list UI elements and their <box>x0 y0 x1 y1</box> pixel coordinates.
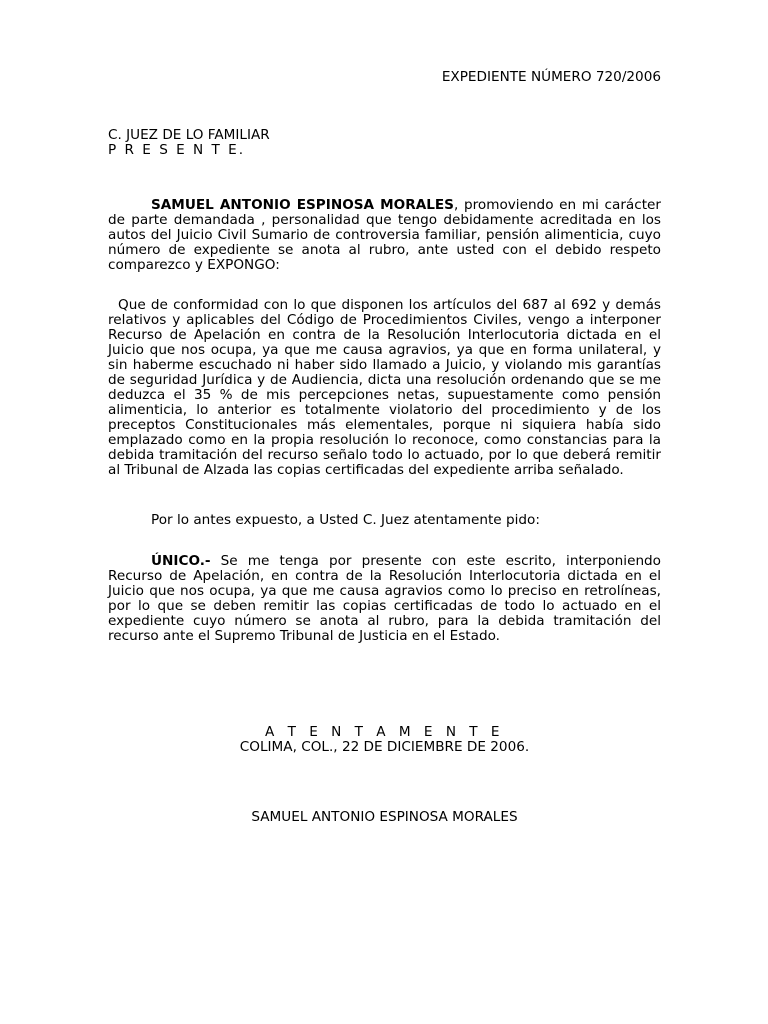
petitioner-name: SAMUEL ANTONIO ESPINOSA MORALES <box>151 197 454 213</box>
addressee-judge: C. JUEZ DE LO FAMILIAR <box>108 127 270 143</box>
paragraph-request-lead: Por lo antes expuesto, a Usted C. Juez atentamente pido: <box>151 512 540 528</box>
closing-atentamente: A T E N T A M E N T E <box>264 724 505 740</box>
introduction-text: , promoviendo en mi carácter de parte demandada , personalidad que tengo debidamente acreditada en los autos del Juicio Civil Sumario de controversia familiar, pensión alimenticia, cuyo número de expediente se anota al rubro, ante usted con el debido respeto comparezco y EXPONGO: <box>108 197 662 273</box>
addressee-presente: P R E S E N T E. <box>108 142 246 158</box>
document-page <box>108 0 661 1024</box>
paragraph-grounds: Que de conformidad con lo que disponen los artículos del 687 al 692 y demás relativos y aplicables del Código de Procedimientos Civiles, vengo a interponer Recurso de Apelación en contra de la Resolución Interlocutoria dictada en el Juicio que nos ocupa, ya que me causa agravios, ya que en forma unilateral, y sin haberme escuchado ni haber sido llamado a Juicio, y violando mis garantías de seguridad Jurídica y de Audiencia, dicta una resolución ordenando que se me deduzca el 35 % de mis percepciones netas, supuestamente como pensión alimenticia, lo anterior es totalmente violatorio del procedimiento y de los preceptos Constitucionales más elementales, porque ni siquiera había sido emplazado como en la propia resolución lo reconoce, como constancias para la debida tramitación del recurso señalo todo lo actuado, por lo que deberá remitir al Tribunal de Alzada las copias certificadas del expediente arriba señalado. <box>108 297 661 478</box>
paragraph-unico <box>108 554 661 644</box>
signature-name: SAMUEL ANTONIO ESPINOSA MORALES <box>251 809 518 825</box>
paragraph-introduction <box>108 198 661 273</box>
unico-label: ÚNICO.- <box>151 553 211 569</box>
closing-place-date: COLIMA, COL., 22 DE DICIEMBRE DE 2006. <box>239 739 530 755</box>
unico-text: Se me tenga por presente con este escrito, interponiendo Recurso de Apelación, en contra de la Resolución Interlocutoria dictada en el Juicio que nos ocupa, ya que me causa agravios como lo preciso en retrolíneas, por lo que se deben remitir las copias certificadas de todo lo actuado en el expediente cuyo número se anota al rubro, para la debida tramitación del recurso ante el Supremo Tribunal de Justicia en el Estado. <box>108 553 661 644</box>
expediente-number: EXPEDIENTE NÚMERO 720/2006 <box>441 69 661 85</box>
